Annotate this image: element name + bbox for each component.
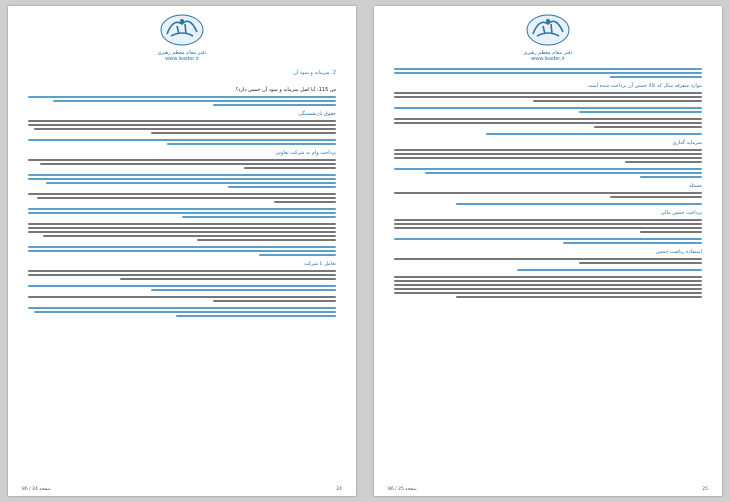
logo-caption: دفتر مقام معظم رهبری <box>157 50 207 56</box>
calligraphy-emblem-icon <box>525 12 571 46</box>
section-heading: موارد متفرقه سال که کالا خمس آن پرداخت شده است <box>587 83 702 89</box>
section-heading: حقوق بازنشستگی <box>298 111 336 117</box>
leader-logo <box>518 12 578 62</box>
page-footer <box>22 487 342 492</box>
page-number: 24 <box>336 487 342 492</box>
page-number: 25 <box>702 487 708 492</box>
logo-url: www.leader.ir <box>531 56 565 62</box>
section-heading: پرداخت وام به شرکت تعاونی <box>275 150 336 156</box>
calligraphy-emblem-icon <box>159 12 205 46</box>
document-page-right <box>374 6 722 496</box>
section-heading: مسئله <box>689 183 702 189</box>
page-footer <box>388 487 708 492</box>
leader-logo <box>152 12 212 62</box>
footer-label: صفحه 24 / 86 <box>22 487 51 492</box>
logo-url: www.leader.ir <box>165 56 199 62</box>
chapter-title: 2. سرمایه و سود آن <box>293 70 336 76</box>
page-left-text <box>28 66 336 482</box>
page-right-text <box>394 66 702 482</box>
section-heading: پرداخت خمس مالی <box>660 210 702 216</box>
section-heading: تعامل با شرکت <box>303 261 336 267</box>
question-115: س 115: آیا اصل سرمایه و سود آن خمس دارد؟ <box>235 87 336 93</box>
section-heading: استفاده ریاضت خمس <box>655 249 702 255</box>
document-page-left <box>8 6 356 496</box>
logo-caption: دفتر مقام معظم رهبری <box>523 50 573 56</box>
section-heading: سرمایه گذاری <box>672 140 702 146</box>
footer-label: صفحه 25 / 86 <box>388 487 417 492</box>
